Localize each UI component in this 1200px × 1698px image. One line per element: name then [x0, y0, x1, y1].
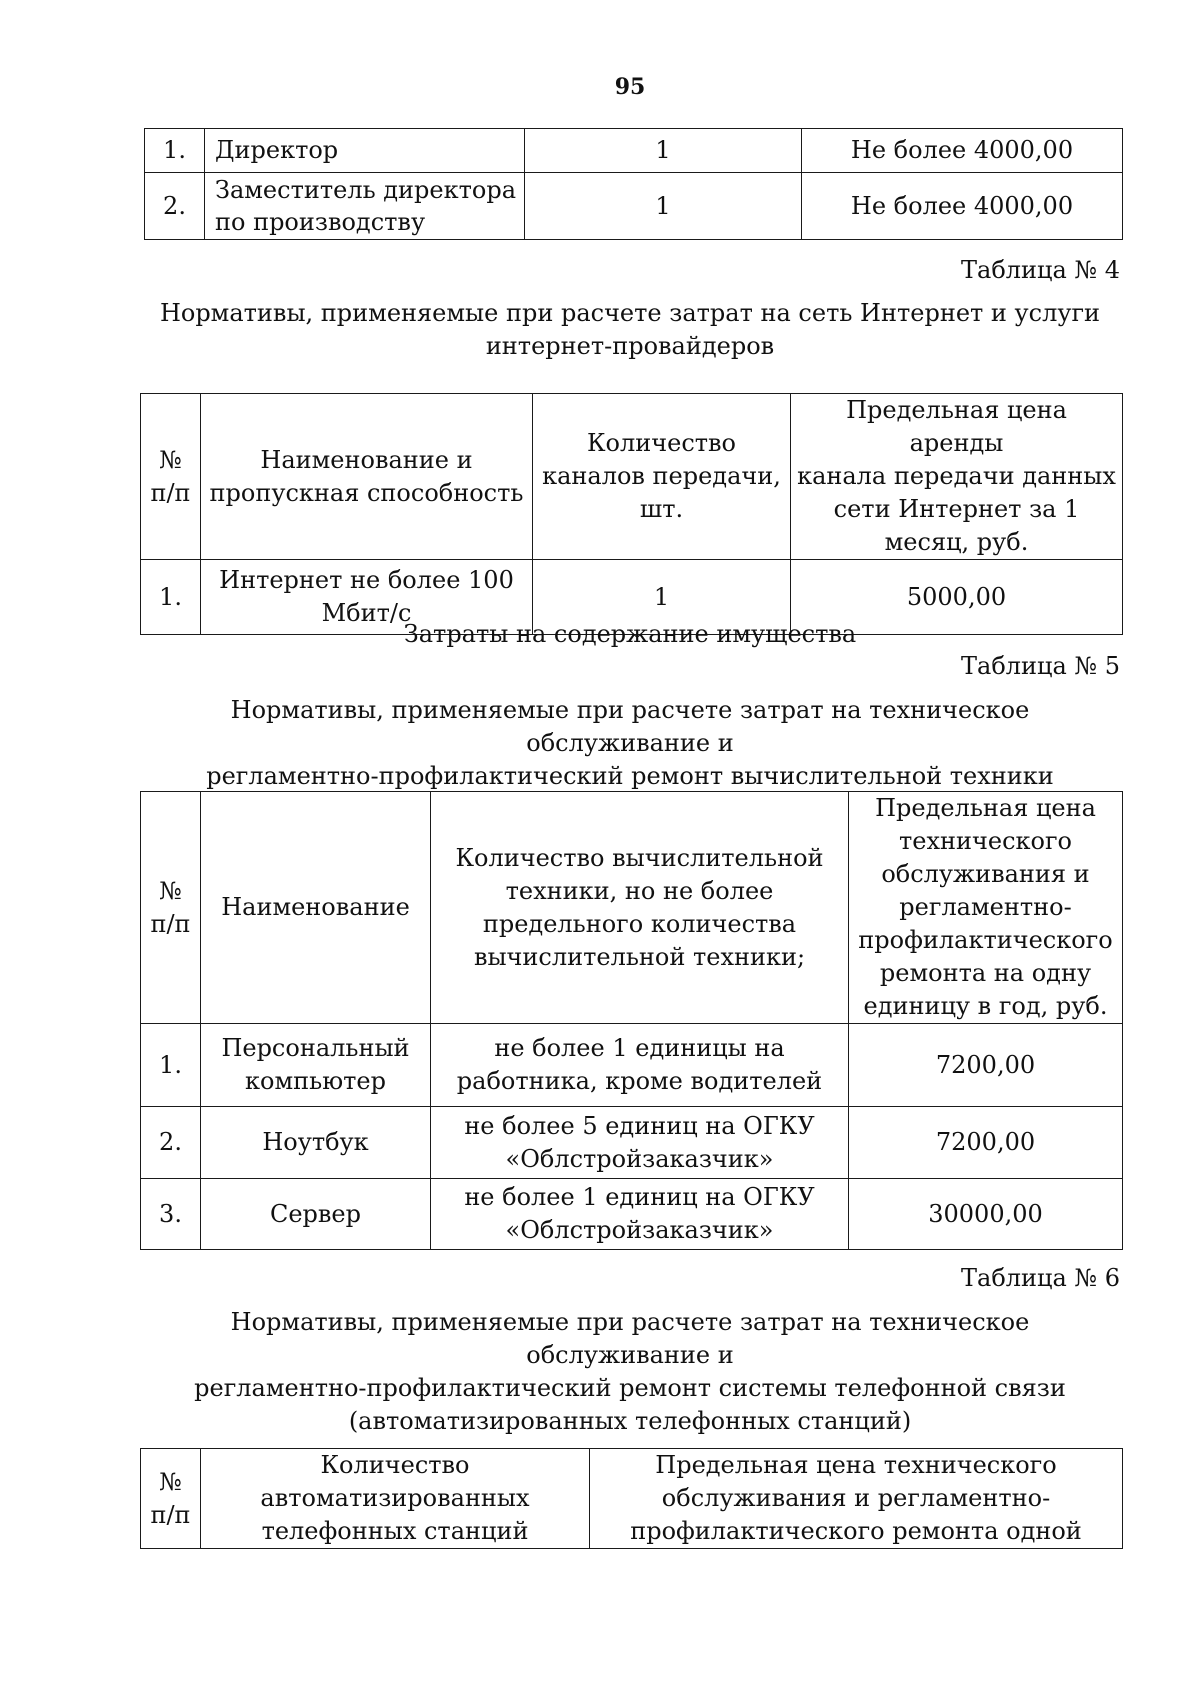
table-row — [141, 1107, 1123, 1179]
price-limit: 30000,00 — [849, 1179, 1123, 1250]
price-limit: Не более 4000,00 — [802, 129, 1123, 173]
service-name: Интернет не более 100 Мбит/с — [201, 560, 533, 635]
section-title: Затраты на содержание имущества — [403, 620, 857, 648]
price-limit: 7200,00 — [849, 1107, 1123, 1179]
table-4-caption: Таблица № 4 — [961, 256, 1120, 284]
table-6-title: Нормативы, применяемые при расчете затрат на техническое обслуживание и регламентно-профилактический ремонт системы телефонной связи (автоматизированных телефонных станций) — [194, 1308, 1066, 1435]
quantity: не более 5 единиц на ОГКУ «Облстройзаказчик» — [431, 1107, 849, 1179]
row-number: 3. — [141, 1179, 201, 1250]
quantity: 1 — [533, 560, 791, 635]
table-4-title: Нормативы, применяемые при расчете затрат на сеть Интернет и услуги интернет-провайдеров — [159, 299, 1101, 360]
header-price: Предельная цена аренды канала передачи данных сети Интернет за 1 месяц, руб. — [791, 394, 1123, 560]
position-name: Директор — [205, 129, 525, 173]
equipment-name: Ноутбук — [201, 1107, 431, 1179]
header-quantity: Количество автоматизированных телефонных станций — [201, 1449, 590, 1549]
equipment-name: Сервер — [201, 1179, 431, 1250]
row-number: 1. — [141, 560, 201, 635]
header-number: № п/п — [141, 1449, 201, 1549]
header-number: № п/п — [141, 394, 201, 560]
header-name: Наименование и пропускная способность — [201, 394, 533, 560]
table-6 — [140, 1448, 1123, 1549]
row-number: 2. — [141, 1107, 201, 1179]
table-header-row — [141, 792, 1123, 1024]
table-header-row — [141, 394, 1123, 560]
header-price: Предельная цена технического обслуживания и регламентно- профилактического ремонта на одну единицу в год, руб. — [849, 792, 1123, 1024]
row-number: 1. — [145, 129, 205, 173]
table-4 — [140, 393, 1123, 635]
table-row — [145, 173, 1123, 240]
price-limit: 7200,00 — [849, 1024, 1123, 1107]
header-price: Предельная цена технического обслуживания и регламентно- профилактического ремонта одной — [590, 1449, 1123, 1549]
table-3-continuation — [144, 128, 1123, 240]
quantity: 1 — [525, 129, 802, 173]
table-5 — [140, 791, 1123, 1250]
equipment-name: Персональный компьютер — [201, 1024, 431, 1107]
table-row — [141, 1024, 1123, 1107]
table-header-row — [141, 1449, 1123, 1549]
table-5-caption: Таблица № 5 — [961, 652, 1120, 680]
page-number: 95 — [614, 74, 646, 100]
header-channels: Количество каналов передачи, шт. — [533, 394, 791, 560]
header-name: Наименование — [201, 792, 431, 1024]
quantity: не более 1 единицы на работника, кроме водителей — [431, 1024, 849, 1107]
price-limit: 5000,00 — [791, 560, 1123, 635]
price-limit: Не более 4000,00 — [802, 173, 1123, 240]
quantity: не более 1 единиц на ОГКУ «Облстройзаказчик» — [431, 1179, 849, 1250]
header-number: № п/п — [141, 792, 201, 1024]
table-row — [141, 1179, 1123, 1250]
table-5-title: Нормативы, применяемые при расчете затрат на техническое обслуживание и регламентно-профилактический ремонт вычислительной техники — [206, 696, 1054, 790]
row-number: 1. — [141, 1024, 201, 1107]
table-row — [145, 129, 1123, 173]
header-quantity: Количество вычислительной техники, но не более предельного количества вычислительной техники; — [431, 792, 849, 1024]
table-6-caption: Таблица № 6 — [961, 1264, 1120, 1292]
position-name: Заместитель директора по производству — [205, 173, 525, 240]
quantity: 1 — [525, 173, 802, 240]
row-number: 2. — [145, 173, 205, 240]
